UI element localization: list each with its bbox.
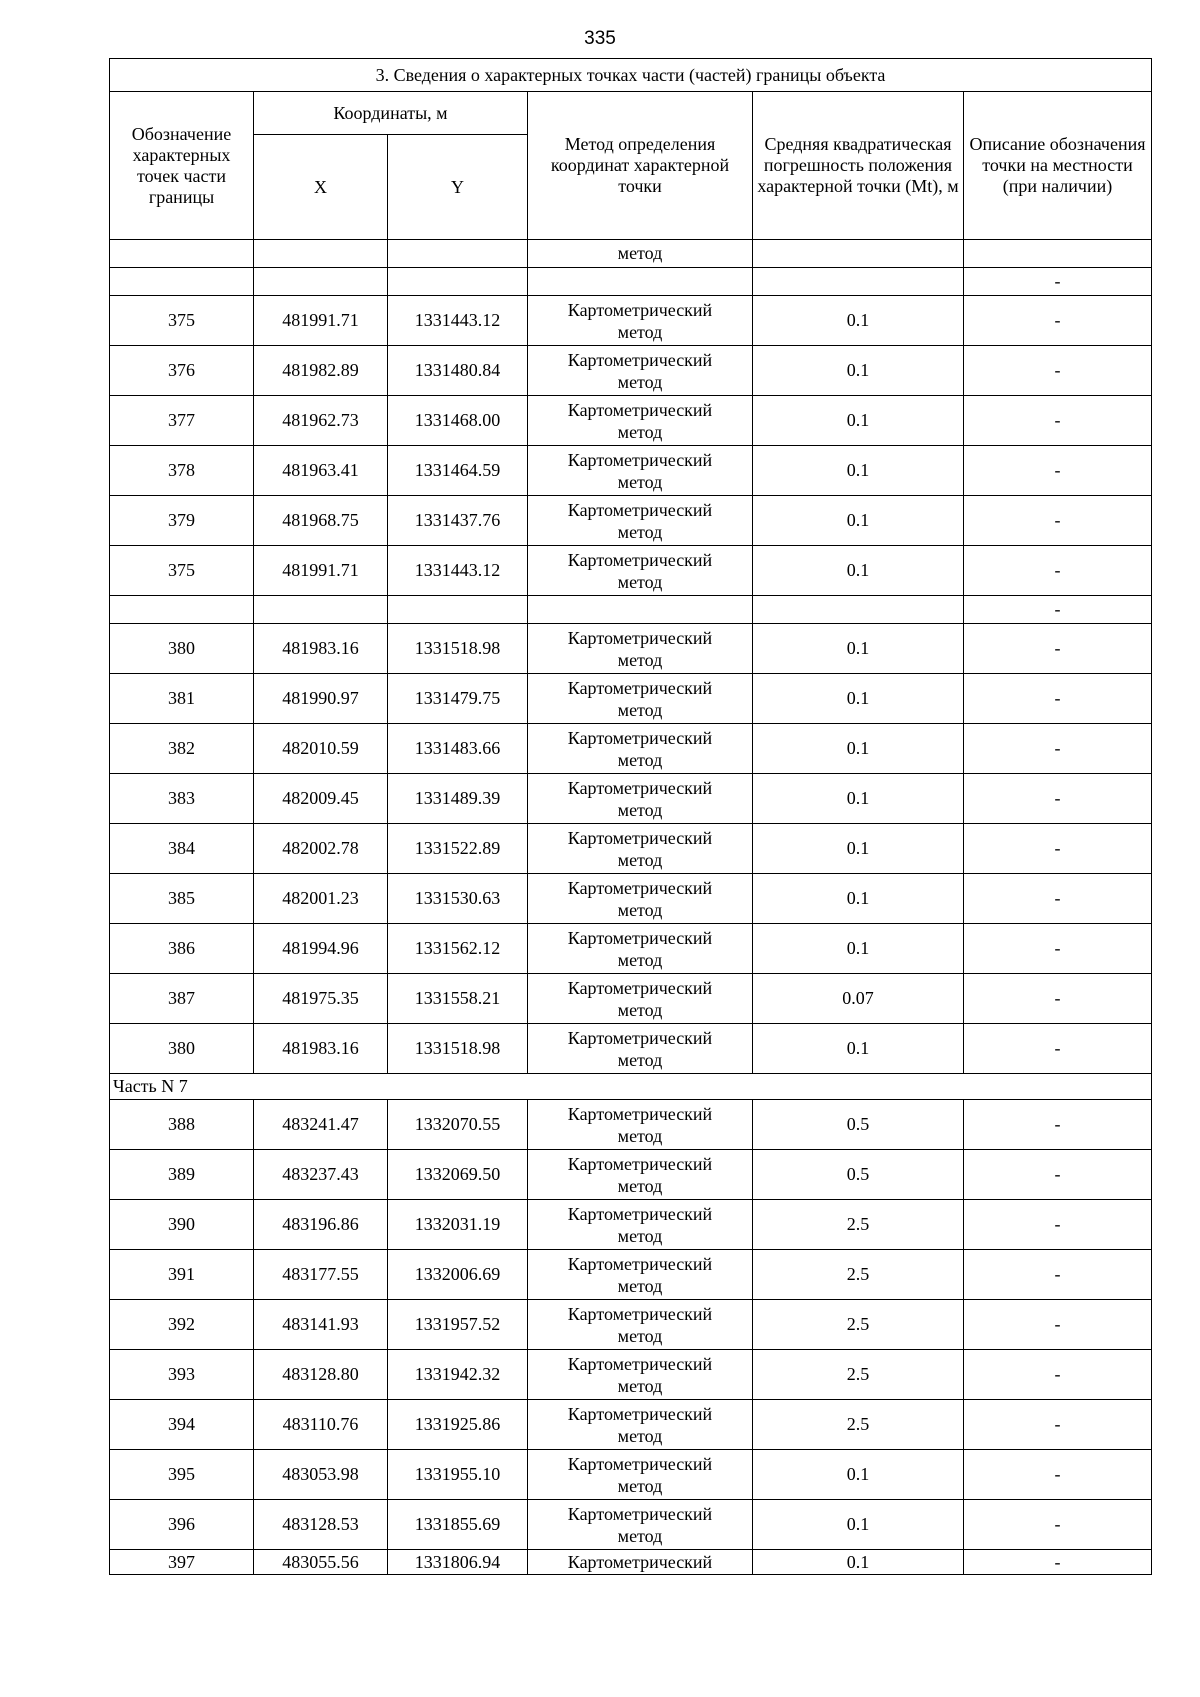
cell-description: - [964,624,1152,674]
cell-x: 483110.76 [254,1400,388,1450]
cell-method [528,874,753,924]
method-line-2: метод [617,949,663,970]
cell-point: 388 [110,1100,254,1150]
cell-x: 483177.55 [254,1250,388,1300]
cell-y: 1331518.98 [388,624,528,674]
method-line-1: Картометрический [567,777,713,798]
cell-description: - [964,496,1152,546]
method-line-1: Картометрический [567,1203,713,1224]
table-row [110,1450,1152,1500]
cell-y: 1331955.10 [388,1450,528,1500]
cell-description: - [964,268,1152,296]
method-line-2: метод [617,1175,663,1196]
cell-point: 392 [110,1300,254,1350]
cell-point: 381 [110,674,254,724]
method-line-2: метод [617,1475,663,1496]
method-line-2: метод [617,1425,663,1446]
cell-description: - [964,774,1152,824]
cell-y: 1331925.86 [388,1400,528,1450]
cell-x: 481963.41 [254,446,388,496]
cell-point: 384 [110,824,254,874]
cell-y: 1331468.00 [388,396,528,446]
header-y: Y [388,135,528,240]
header-point: Обозначение характерных точек части границы [110,92,254,240]
table-row [110,396,1152,446]
cell-method [528,346,753,396]
cell-x [254,240,388,268]
table-row [110,1500,1152,1550]
cell-method [528,824,753,874]
method-line-2: метод [617,321,663,342]
method-line-1: Картометрический [567,299,713,320]
cell-point: 377 [110,396,254,446]
cell-point [110,268,254,296]
cell-y [388,596,528,624]
cell-y: 1331464.59 [388,446,528,496]
cell-point: 385 [110,874,254,924]
cell-x: 483241.47 [254,1100,388,1150]
cell-point [110,240,254,268]
page-number: 335 [584,28,616,49]
cell-method [528,1350,753,1400]
header-x: X [254,135,388,240]
cell-y: 1331518.98 [388,1024,528,1074]
cell-description: - [964,346,1152,396]
method-line-2: метод [617,1049,663,1070]
cell-error: 2.5 [753,1350,964,1400]
cell-y: 1331483.66 [388,724,528,774]
cell-x: 481962.73 [254,396,388,446]
table-body [110,240,1152,1575]
table-row [110,774,1152,824]
cell-error: 0.1 [753,1450,964,1500]
table-row [110,724,1152,774]
method-line-1: Картометрический [567,449,713,470]
cell-error: 0.1 [753,774,964,824]
cell-point: 390 [110,1200,254,1250]
cell-description: - [964,296,1152,346]
cell-point: 379 [110,496,254,546]
cell-y: 1331522.89 [388,824,528,874]
method-line-1: Картометрический [567,1103,713,1124]
cell-y: 1331942.32 [388,1350,528,1400]
cell-point: 376 [110,346,254,396]
cell-point: 382 [110,724,254,774]
header-description: Описание обозначения точки на местности (при наличии) [964,92,1152,240]
cell-description: - [964,724,1152,774]
cell-point: 375 [110,546,254,596]
cell-description: - [964,446,1152,496]
cell-method [528,1400,753,1450]
cell-method [528,724,753,774]
cell-description: - [964,1250,1152,1300]
method-line-1: Картометрический [567,1503,713,1524]
cell-method [528,1024,753,1074]
cell-error: 0.5 [753,1100,964,1150]
cell-method [528,396,753,446]
cell-description: - [964,1100,1152,1150]
method-line-1: Картометрический [567,627,713,648]
cell-x: 481975.35 [254,974,388,1024]
method-line-2: метод [617,571,663,592]
cell-method [528,596,753,624]
cell-point: 391 [110,1250,254,1300]
method-line-1: Картометрический [567,727,713,748]
cell-method [528,624,753,674]
cell-description: - [964,1150,1152,1200]
method-line-1: Картометрический [567,1353,713,1374]
cell-description: - [964,546,1152,596]
method-line-2: метод [617,649,663,670]
method-line-1: Картометрический [567,1153,713,1174]
cell-point: 383 [110,774,254,824]
table-row [110,674,1152,724]
cell-x: 483196.86 [254,1200,388,1250]
cell-point [110,596,254,624]
cell-description: - [964,1200,1152,1250]
cell-x: 481983.16 [254,1024,388,1074]
cell-y: 1331562.12 [388,924,528,974]
cell-error: 0.1 [753,346,964,396]
cell-error: 0.1 [753,624,964,674]
cell-error: 0.1 [753,296,964,346]
cell-method [528,546,753,596]
method-line-1: Картометрический [567,1303,713,1324]
cell-point: 380 [110,1024,254,1074]
cell-description: - [964,824,1152,874]
cell-error: 2.5 [753,1200,964,1250]
cell-description: - [964,1500,1152,1550]
cell-point: 396 [110,1500,254,1550]
cell-description: - [964,974,1152,1024]
table-row [110,824,1152,874]
method-line-1: Картометрический [567,827,713,848]
cell-error: 0.1 [753,874,964,924]
cell-x: 483141.93 [254,1300,388,1350]
cell-method [528,674,753,724]
table-row [110,446,1152,496]
cell-x: 482002.78 [254,824,388,874]
method-line-2: метод [617,1525,663,1546]
table-row [110,1100,1152,1150]
cell-description: - [964,874,1152,924]
method-line-1: Картометрический [567,1027,713,1048]
cell-point: 397 [110,1550,254,1575]
cell-error [753,596,964,624]
table-row [110,1300,1152,1350]
cell-y: 1332069.50 [388,1150,528,1200]
method-line-2: метод [617,1275,663,1296]
cell-x: 483237.43 [254,1150,388,1200]
cell-method: метод [528,240,753,268]
cell-method [528,924,753,974]
table-row [110,924,1152,974]
cell-method [528,296,753,346]
cell-x: 481968.75 [254,496,388,546]
cell-description: - [964,1400,1152,1450]
method-line-1: Картометрический [567,399,713,420]
cell-point: 380 [110,624,254,674]
cell-x [254,268,388,296]
method-line-1: Картометрический [567,1403,713,1424]
header-method: Метод определения координат характерной точки [528,92,753,240]
method-line-2: метод [617,1325,663,1346]
cell-method [528,446,753,496]
separator-row [110,596,1152,624]
method-line-2: метод [617,749,663,770]
method-line-1: Картометрический [567,977,713,998]
cell-y: 1331855.69 [388,1500,528,1550]
method-line-2: метод [617,521,663,542]
cell-point: 375 [110,296,254,346]
cell-y: 1331437.76 [388,496,528,546]
method-line-2: метод [617,1225,663,1246]
cell-x: 482010.59 [254,724,388,774]
method-line-2: метод [617,849,663,870]
method-line-1: Картометрический [567,1253,713,1274]
cell-point: 378 [110,446,254,496]
cell-x: 483053.98 [254,1450,388,1500]
cell-error: 0.1 [753,396,964,446]
method-line-2: метод [617,471,663,492]
cell-description: - [964,596,1152,624]
table-row [110,974,1152,1024]
header-coordinates: Координаты, м [254,92,528,135]
method-line-1: Картометрический [567,499,713,520]
method-line-1: Картометрический [567,549,713,570]
cell-x: 481991.71 [254,296,388,346]
cell-description: - [964,1300,1152,1350]
cell-method [528,268,753,296]
table-row [110,624,1152,674]
table-row [110,546,1152,596]
cell-y: 1331530.63 [388,874,528,924]
cell-y: 1331443.12 [388,546,528,596]
cell-point: 395 [110,1450,254,1500]
cell-y: 1331957.52 [388,1300,528,1350]
separator-row [110,240,1152,268]
cell-error: 2.5 [753,1400,964,1450]
method-line-1: Картометрический [567,1453,713,1474]
cell-method [528,1250,753,1300]
cell-method [528,774,753,824]
cell-error: 0.5 [753,1150,964,1200]
table-row [110,1350,1152,1400]
table-row [110,346,1152,396]
table-row [110,1024,1152,1074]
cell-x: 482009.45 [254,774,388,824]
cell-method [528,1300,753,1350]
header-error: Средняя квадратическая погрешность положения характерной точки (Mt), м [753,92,964,240]
cell-x: 483128.80 [254,1350,388,1400]
table-row [110,874,1152,924]
cell-y: 1332070.55 [388,1100,528,1150]
cell-x: 483055.56 [254,1550,388,1575]
cell-x: 481990.97 [254,674,388,724]
cell-y: 1331480.84 [388,346,528,396]
cell-x [254,596,388,624]
cell-x: 481994.96 [254,924,388,974]
cell-description: - [964,1550,1152,1575]
cell-description: - [964,396,1152,446]
method-line-2: метод [617,999,663,1020]
section-title: 3. Сведения о характерных точках части (частей) границы объекта [110,59,1152,92]
method-line-2: метод [617,371,663,392]
cell-description: - [964,1024,1152,1074]
method-line-2: метод [617,1375,663,1396]
method-line-2: метод [617,1125,663,1146]
cell-point: 387 [110,974,254,1024]
method-line-2: метод [617,421,663,442]
cell-description: - [964,1450,1152,1500]
cell-description [964,240,1152,268]
table-row [110,1200,1152,1250]
cell-y: 1331479.75 [388,674,528,724]
cell-x: 481982.89 [254,346,388,396]
method-line-2: метод [617,699,663,720]
cell-error [753,268,964,296]
cell-error: 2.5 [753,1300,964,1350]
cell-error: 0.1 [753,824,964,874]
cell-method [528,496,753,546]
cell-method [528,1450,753,1500]
cell-y [388,268,528,296]
table-row [110,296,1152,346]
cell-error: 0.07 [753,974,964,1024]
cell-description: - [964,1350,1152,1400]
cell-method [528,974,753,1024]
table-row [110,496,1152,546]
cell-error: 0.1 [753,446,964,496]
cell-x: 483128.53 [254,1500,388,1550]
part-label: Часть N 7 [110,1074,1152,1100]
method-line-1: Картометрический [567,349,713,370]
cell-x: 481983.16 [254,624,388,674]
cell-method: Картометрический [528,1550,753,1575]
separator-row [110,268,1152,296]
cell-error: 2.5 [753,1250,964,1300]
cell-point: 394 [110,1400,254,1450]
cell-point: 386 [110,924,254,974]
cell-error: 0.1 [753,496,964,546]
cell-description: - [964,924,1152,974]
cell-y: 1331558.21 [388,974,528,1024]
cell-method [528,1100,753,1150]
cell-error: 0.1 [753,1550,964,1575]
cell-y: 1332031.19 [388,1200,528,1250]
cell-point: 393 [110,1350,254,1400]
cell-x: 482001.23 [254,874,388,924]
cell-method [528,1150,753,1200]
cell-x: 481991.71 [254,546,388,596]
cell-error: 0.1 [753,724,964,774]
boundary-points-table [109,58,1152,1575]
cell-error [753,240,964,268]
table-row [110,1550,1152,1575]
table-row [110,1400,1152,1450]
cell-error: 0.1 [753,674,964,724]
method-line-2: метод [617,899,663,920]
cell-error: 0.1 [753,1500,964,1550]
cell-y: 1331489.39 [388,774,528,824]
cell-y: 1332006.69 [388,1250,528,1300]
table-row [110,1250,1152,1300]
table-row [110,1150,1152,1200]
part-row [110,1074,1152,1100]
cell-error: 0.1 [753,1024,964,1074]
method-line-1: Картометрический [567,877,713,898]
method-line-1: Картометрический [567,677,713,698]
cell-y: 1331443.12 [388,296,528,346]
cell-description: - [964,674,1152,724]
cell-method [528,1200,753,1250]
cell-y: 1331806.94 [388,1550,528,1575]
cell-point: 389 [110,1150,254,1200]
cell-method [528,1500,753,1550]
cell-error: 0.1 [753,546,964,596]
cell-y [388,240,528,268]
method-line-1: Картометрический [567,927,713,948]
method-line-2: метод [617,799,663,820]
cell-error: 0.1 [753,924,964,974]
